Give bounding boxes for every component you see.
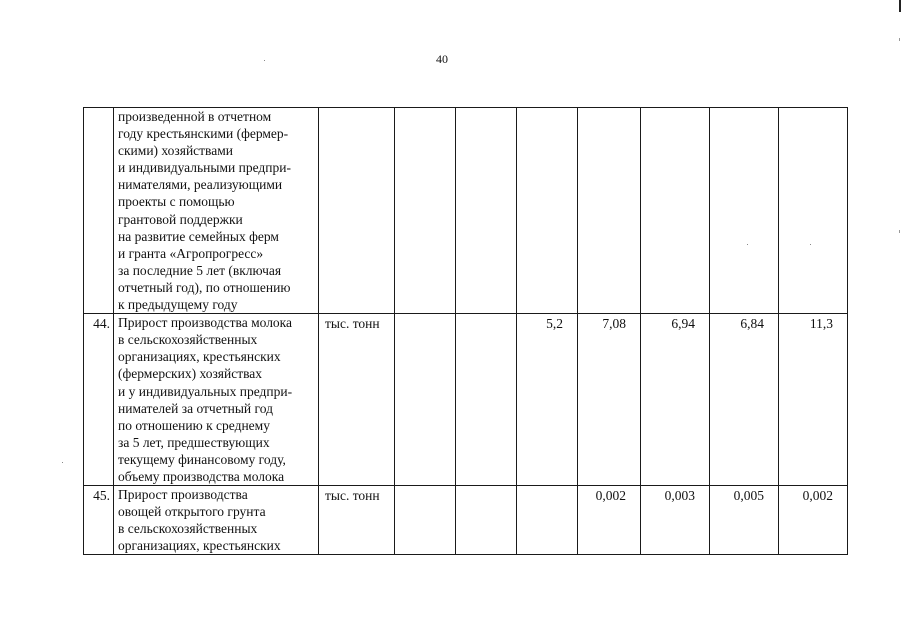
- scan-speck: [747, 244, 748, 245]
- value-cell: 0,002: [578, 486, 641, 555]
- scan-edge-dash: [899, 38, 900, 41]
- value-cell: [641, 108, 710, 314]
- description-line: году крестьянскими (фермер-: [118, 126, 289, 142]
- unit-cell: тыс. тонн: [319, 486, 395, 555]
- description-line: в сельскохозяйственных: [118, 521, 258, 537]
- description-line: Прирост производства: [118, 487, 248, 503]
- description-line: по отношению к среднему: [118, 417, 270, 433]
- table-row: [84, 108, 848, 314]
- description-line: текущему финансовому году,: [118, 451, 286, 467]
- value-cell: [456, 314, 517, 486]
- value-cell: [395, 108, 456, 314]
- scan-edge-mark: [899, 0, 901, 12]
- value-cell: 0,003: [641, 486, 710, 555]
- scan-speck: [62, 462, 63, 463]
- value-cell: [779, 108, 848, 314]
- value-cell: [456, 108, 517, 314]
- row-number: [84, 108, 114, 314]
- value-cell: 11,3: [779, 314, 848, 486]
- value-cell: 0,002: [779, 486, 848, 555]
- value-cell: 6,84: [710, 314, 779, 486]
- row-number: 44.: [84, 314, 114, 486]
- description-line: за последние 5 лет (включая: [118, 262, 282, 278]
- description-line: организациях, крестьянских: [118, 538, 281, 554]
- row-number: 45.: [84, 486, 114, 555]
- row-description: [114, 314, 319, 486]
- table-row: [84, 486, 848, 555]
- value-cell: 5,2: [517, 314, 578, 486]
- description-line: за 5 лет, предшествующих: [118, 434, 270, 450]
- description-line: к предыдущему году: [118, 297, 238, 313]
- description-line: и индивидуальными предпри-: [118, 160, 291, 176]
- description-line: грантовой поддержки: [118, 211, 243, 227]
- table-row: [84, 314, 848, 486]
- description-line: и у индивидуальных предпри-: [118, 383, 293, 399]
- description-line: в сельскохозяйственных: [118, 332, 258, 348]
- description-line: на развитие семейных ферм: [118, 228, 279, 244]
- page-number: 40: [436, 52, 448, 66]
- description-line: овощей открытого грунта: [118, 504, 266, 520]
- description-line: Прирост производства молока: [118, 315, 293, 331]
- description-line: и гранта «Агропрогресс»: [118, 245, 264, 261]
- row-description: [114, 486, 319, 555]
- row-description: [114, 108, 319, 314]
- description-line: произведенной в отчетном: [118, 109, 272, 124]
- description-line: объему производства молока: [118, 468, 285, 484]
- scan-speck: [810, 244, 811, 245]
- indicators-table: [83, 107, 848, 555]
- description-line: отчетный год), по отношению: [118, 279, 291, 295]
- value-cell: [578, 108, 641, 314]
- unit-cell: [319, 108, 395, 314]
- value-cell: [456, 486, 517, 555]
- description-line: скими) хозяйствами: [118, 143, 234, 159]
- scan-speck: [264, 60, 265, 61]
- value-cell: 6,94: [641, 314, 710, 486]
- description-line: проекты с помощью: [118, 194, 235, 210]
- description-line: нимателями, реализующими: [118, 177, 283, 193]
- value-cell: [710, 108, 779, 314]
- value-cell: [395, 314, 456, 486]
- value-cell: 7,08: [578, 314, 641, 486]
- unit-cell: тыс. тонн: [319, 314, 395, 486]
- description-line: организациях, крестьянских: [118, 349, 281, 365]
- value-cell: [517, 486, 578, 555]
- value-cell: 0,005: [710, 486, 779, 555]
- description-line: (фермерских) хозяйствах: [118, 366, 263, 382]
- scan-edge-dash: [899, 230, 900, 233]
- description-line: нимателей за отчетный год: [118, 400, 273, 416]
- value-cell: [517, 108, 578, 314]
- value-cell: [395, 486, 456, 555]
